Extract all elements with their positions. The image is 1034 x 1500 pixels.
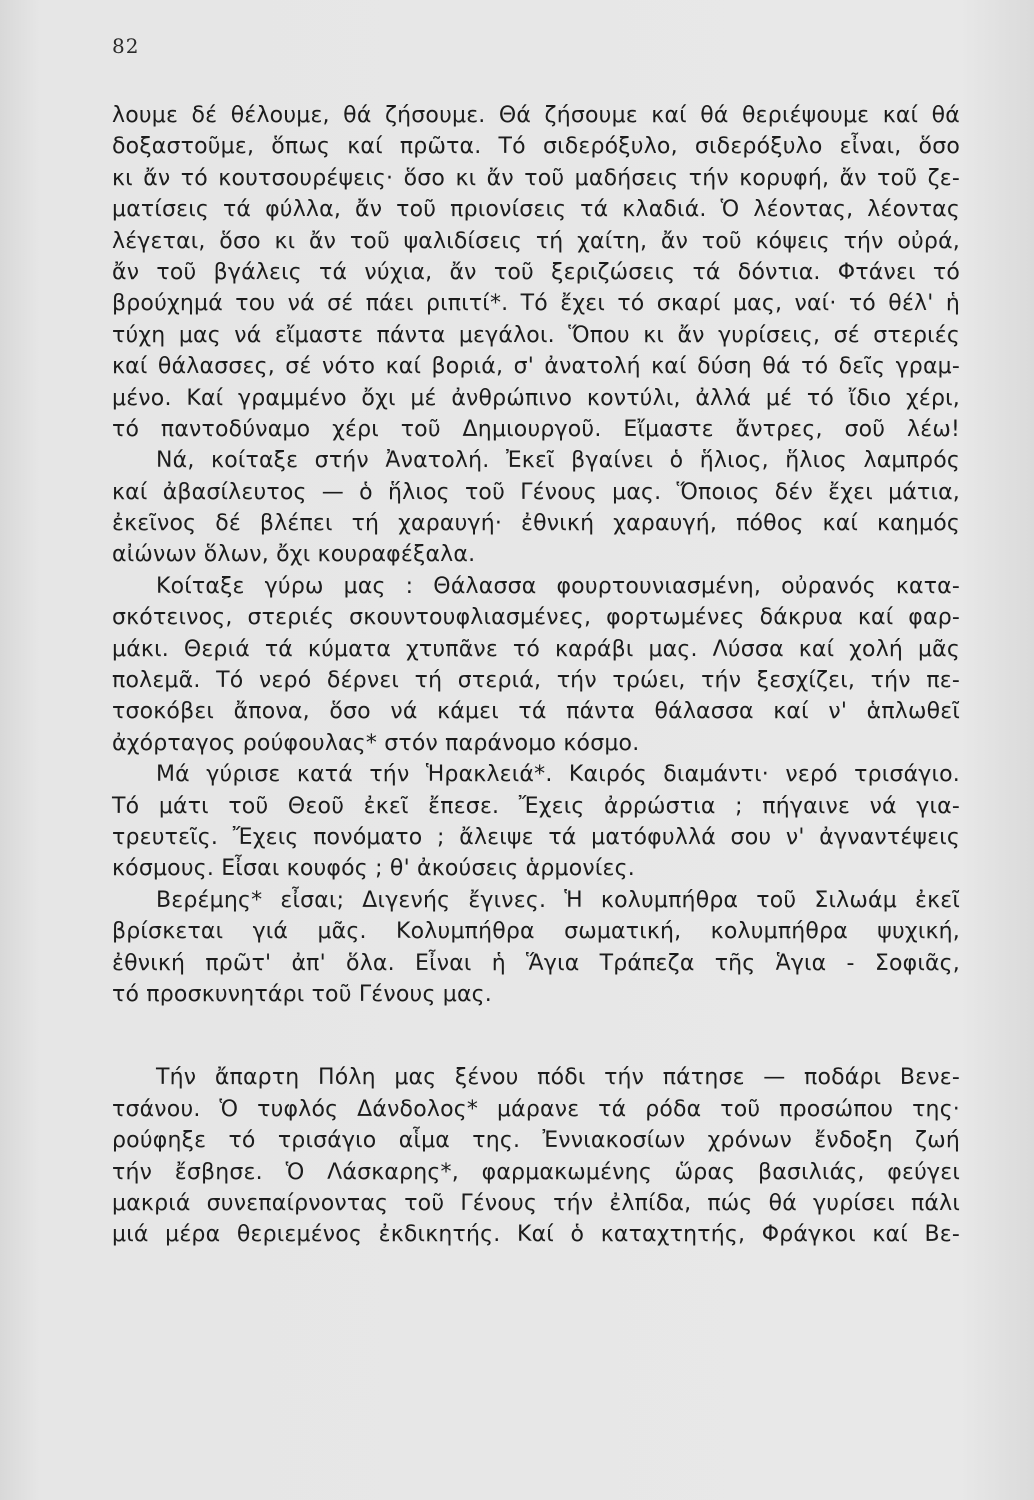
text-line: πολεμᾶ. Τό νερό δέρνει τή στεριά, τήν τρώει, τήν ξεσχίζει, τήν πε- [112, 668, 960, 694]
text-line: μακριά συνεπαίρνοντας τοῦ Γένους τήν ἐλπίδα, πώς θά γυρίσει πάλι [112, 1190, 960, 1216]
text-line: λέγεται, ὅσο κι ἄν τοῦ ψαλιδίσεις τή χαίτη, ἄν τοῦ κόψεις τήν οὐρά, [112, 228, 960, 254]
text-line: ματίσεις τά φύλλα, ἄν τοῦ πριονίσεις τά κλαδιά. Ὁ λέοντας, λέοντας [112, 197, 960, 223]
text-line: τήν ἔσβησε. Ὁ Λάσκαρης*, φαρμακωμένης ὥρας βασιλιάς, φεύγει [112, 1159, 960, 1185]
paragraph [112, 1062, 960, 1250]
text-line: κόσμους. Εἶσαι κουφός ; θ' ἀκούσεις ἁρμονίες. [112, 856, 635, 882]
text-line: καί θάλασσες, σέ νότο καί βοριά, σ' ἀνατολή καί δύση θά τό δεῖς γραμ- [112, 354, 960, 380]
text-line: βρούχημά του νά σέ πάει ριπιτί*. Τό ἔχει τό σκαρί μας, ναί· τό θέλ' ἡ [112, 291, 960, 317]
text-line: λουμε δέ θέλουμε, θά ζήσουμε. Θά ζήσουμε καί θά θεριέψουμε καί θά [112, 103, 960, 128]
text-line: καί ἀβασίλευτος — ὁ ἥλιος τοῦ Γένους μας. Ὅποιος δέν ἔχει μάτια, [112, 479, 960, 505]
text-line: βρίσκεται γιά μᾶς. Κολυμπήθρα σωματική, κολυμπήθρα ψυχική, [112, 919, 960, 945]
text-line: Τό μάτι τοῦ Θεοῦ ἐκεῖ ἔπεσε. Ἔχεις ἀρρώστια ; πήγαινε νά για- [112, 793, 960, 819]
text-line: μένο. Καί γραμμένο ὄχι μέ ἀνθρώπινο κοντύλι, ἀλλά μέ τό ἴδιο χέρι, [112, 385, 960, 411]
text-line: Νά, κοίταξε στήν Ἀνατολή. Ἐκεῖ βγαίνει ὁ ἥλιος, ἥλιος λαμπρός [156, 448, 960, 474]
text-line: ἄν τοῦ βγάλεις τά νύχια, ἄν τοῦ ξεριζώσεις τά δόντια. Φτάνει τό [112, 259, 960, 285]
paragraph [112, 885, 960, 1011]
text-line: τρευτεῖς. Ἔχεις πονόματο ; ἄλειψε τά ματόφυλλά σου ν' ἀγναντέψεις [112, 824, 960, 850]
section-gap [112, 1010, 960, 1062]
text-line: κι ἄν τό κουτσουρέψεις· ὅσο κι ἄν τοῦ μαδήσεις τήν κορυφή, ἄν τοῦ ζε- [112, 165, 960, 191]
page-number: 82 [112, 34, 140, 58]
text-line: Τήν ἄπαρτη Πόλη μας ξένου πόδι τήν πάτησε — ποδάρι Βενε- [156, 1065, 960, 1091]
text-line: τσάνου. Ὁ τυφλός Δάνδολος* μάρανε τά ρόδα τοῦ προσώπου της· [112, 1096, 960, 1122]
text-line: τό προσκυνητάρι τοῦ Γένους μας. [112, 981, 492, 1007]
paragraph [112, 100, 960, 445]
paragraph [112, 759, 960, 885]
text-line: Κοίταξε γύρω μας : Θάλασσα φουρτουνιασμένη, οὐρανός κατα- [156, 573, 960, 599]
text-line: ρούφηξε τό τρισάγιο αἷμα της. Ἐννιακοσίων χρόνων ἔνδοξη ζωή [112, 1128, 960, 1154]
text-line: ἐθνική πρῶτ' ἀπ' ὅλα. Εἶναι ἡ Ἅγια Τράπεζα τῆς Ἁγια - Σοφιᾶς, [112, 950, 960, 976]
text-line: Μά γύρισε κατά τήν Ἡρακλειά*. Καιρός διαμάντι· νερό τρισάγιο. [156, 762, 960, 788]
paragraph [112, 571, 960, 759]
text-line: τό παντοδύναμο χέρι τοῦ Δημιουργοῦ. Εἴμαστε ἄντρες, σοῦ λέω! [112, 416, 960, 442]
text-line: ἀχόρταγος ρούφουλας* στόν παράνομο κόσμο. [112, 730, 640, 756]
text-line: τύχη μας νά εἴμαστε πάντα μεγάλοι. Ὅπου κι ἄν γυρίσεις, σέ στεριές [112, 322, 960, 348]
text-line: τσοκόβει ἄπονα, ὅσο νά κάμει τά πάντα θάλασσα καί ν' ἁπλωθεῖ [112, 699, 960, 725]
paragraph [112, 445, 960, 571]
text-line: σκότεινος, στεριές σκουντουφλιασμένες, φορτωμένες δάκρυα καί φαρ- [112, 605, 960, 631]
text-line: μάκι. Θεριά τά κύματα χτυπᾶνε τό καράβι μας. Λύσσα καί χολή μᾶς [112, 636, 960, 662]
text-line: ἐκεῖνος δέ βλέπει τή χαραυγή· ἐθνική χαραυγή, πόθος καί καημός [112, 511, 960, 537]
body-text [112, 100, 960, 1251]
text-line: Βερέμης* εἶσαι; Διγενής ἔγινες. Ἡ κολυμπήθρα τοῦ Σιλωάμ ἐκεῖ [156, 887, 960, 913]
text-line: δοξαστοῦμε, ὅπως καί πρῶτα. Τό σιδερόξυλο, σιδερόξυλο εἶναι, ὅσο [112, 134, 960, 160]
text-line: μιά μέρα θεριεμένος ἐκδικητής. Καί ὁ καταχτητής, Φράγκοι καί Βε- [112, 1222, 960, 1248]
text-line: αἰώνων ὅλων, ὄχι κουραφέξαλα. [112, 542, 476, 568]
